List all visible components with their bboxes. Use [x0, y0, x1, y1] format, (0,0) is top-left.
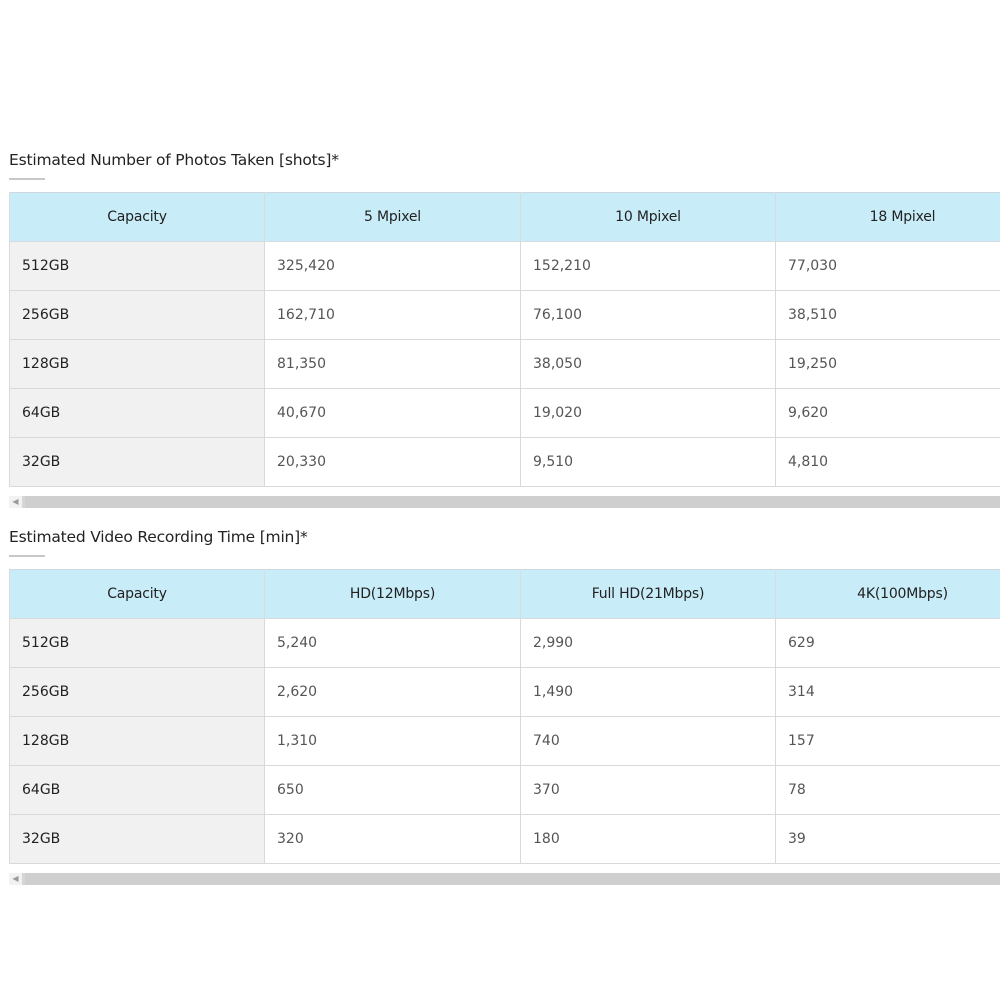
table-cell: 40,670: [265, 389, 521, 438]
table-cell: 19,250: [776, 340, 1000, 389]
table-row: [10, 668, 1000, 717]
capacity-cell: 512GB: [10, 619, 265, 668]
table-cell: 39: [776, 815, 1000, 864]
table-cell: 162,710: [265, 291, 521, 340]
left-arrow-icon[interactable]: ◀: [9, 496, 22, 508]
table-cell: 9,510: [521, 438, 776, 487]
table-cell: 157: [776, 717, 1000, 766]
table-header-row: [10, 570, 1000, 619]
table-cell: 38,510: [776, 291, 1000, 340]
table-cell: 314: [776, 668, 1000, 717]
video-table: [9, 569, 1000, 864]
table-cell: 1,490: [521, 668, 776, 717]
table-cell: 81,350: [265, 340, 521, 389]
table-cell: 78: [776, 766, 1000, 815]
left-arrow-icon[interactable]: ◀: [9, 873, 22, 885]
table-cell: 152,210: [521, 242, 776, 291]
column-header-10-mpixel: 10 Mpixel: [521, 193, 776, 242]
column-header-4k: 4K(100Mbps): [776, 570, 1000, 619]
table-row: [10, 717, 1000, 766]
video-section-title: Estimated Video Recording Time [min]*: [9, 528, 308, 546]
table-row: [10, 291, 1000, 340]
column-header-5-mpixel: 5 Mpixel: [265, 193, 521, 242]
table-row: [10, 242, 1000, 291]
capacity-cell: 64GB: [10, 389, 265, 438]
table-cell: 5,240: [265, 619, 521, 668]
column-header-capacity: Capacity: [10, 193, 265, 242]
photos-section: [9, 148, 1000, 508]
scrollbar-thumb[interactable]: [25, 496, 1000, 508]
table-cell: 9,620: [776, 389, 1000, 438]
table-cell: 1,310: [265, 717, 521, 766]
capacity-cell: 32GB: [10, 815, 265, 864]
table-cell: 2,620: [265, 668, 521, 717]
capacity-cell: 256GB: [10, 291, 265, 340]
table-row: [10, 815, 1000, 864]
photos-section-title: Estimated Number of Photos Taken [shots]*: [9, 151, 339, 169]
table-row: [10, 438, 1000, 487]
capacity-cell: 128GB: [10, 340, 265, 389]
table-cell: 20,330: [265, 438, 521, 487]
photos-horizontal-scrollbar[interactable]: [9, 496, 1000, 508]
table-cell: 77,030: [776, 242, 1000, 291]
photos-table: [9, 192, 1000, 487]
table-cell: 38,050: [521, 340, 776, 389]
table-cell: 19,020: [521, 389, 776, 438]
table-row: [10, 766, 1000, 815]
table-cell: 740: [521, 717, 776, 766]
capacity-cell: 512GB: [10, 242, 265, 291]
table-cell: 650: [265, 766, 521, 815]
scrollbar-thumb[interactable]: [25, 873, 1000, 885]
table-row: [10, 389, 1000, 438]
column-header-18-mpixel: 18 Mpixel: [776, 193, 1000, 242]
capacity-cell: 128GB: [10, 717, 265, 766]
table-cell: 4,810: [776, 438, 1000, 487]
table-cell: 370: [521, 766, 776, 815]
video-section: [9, 525, 1000, 885]
table-cell: 629: [776, 619, 1000, 668]
title-underline: [9, 178, 45, 180]
column-header-capacity: Capacity: [10, 570, 265, 619]
video-horizontal-scrollbar[interactable]: [9, 873, 1000, 885]
capacity-cell: 256GB: [10, 668, 265, 717]
video-table-viewport: [9, 569, 1000, 864]
table-cell: 2,990: [521, 619, 776, 668]
table-cell: 325,420: [265, 242, 521, 291]
title-underline: [9, 555, 45, 557]
table-header-row: [10, 193, 1000, 242]
table-cell: 180: [521, 815, 776, 864]
table-cell: 320: [265, 815, 521, 864]
table-cell: 76,100: [521, 291, 776, 340]
table-row: [10, 340, 1000, 389]
table-row: [10, 619, 1000, 668]
capacity-cell: 64GB: [10, 766, 265, 815]
column-header-full-hd: Full HD(21Mbps): [521, 570, 776, 619]
capacity-cell: 32GB: [10, 438, 265, 487]
photos-table-viewport: [9, 192, 1000, 487]
column-header-hd: HD(12Mbps): [265, 570, 521, 619]
